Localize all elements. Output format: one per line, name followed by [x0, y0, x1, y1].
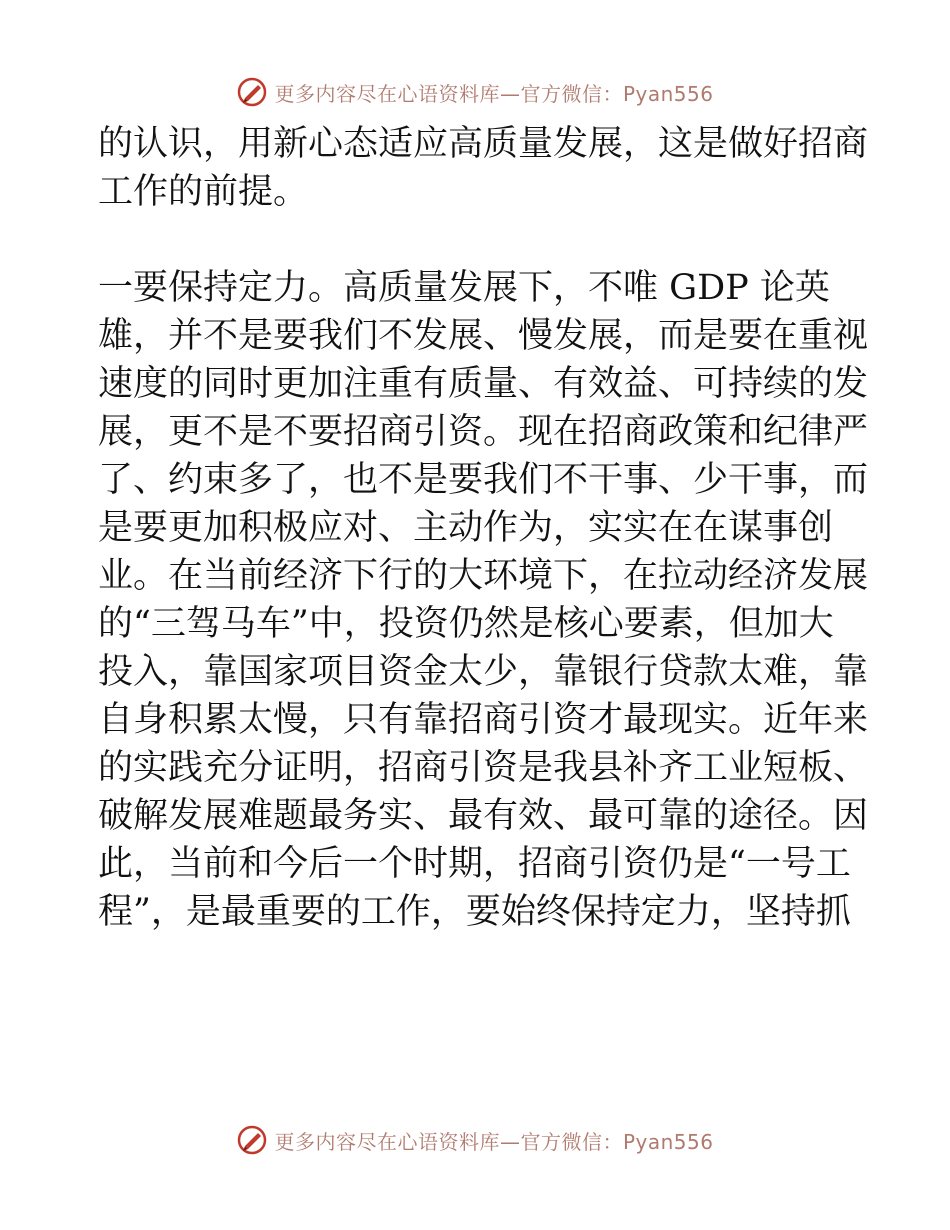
text-line: 破解发展难题最务实、最有效、最可靠的途径。因	[98, 796, 869, 836]
paragraph-2	[98, 264, 869, 936]
text-line: 了、约束多了，也不是要我们不干事、少干事，而	[98, 460, 869, 500]
text-line: 自身积累太慢，只有靠招商引资才最现实。近年来	[98, 700, 869, 740]
watermark-footer	[0, 1120, 950, 1160]
text-line: 的认识，用新心态适应高质量发展，这是做好招商	[98, 124, 869, 164]
text-line: 一要保持定力。高质量发展下，不唯 GDP 论英	[98, 268, 830, 308]
pen-logo-icon	[236, 1124, 268, 1156]
document-body	[98, 120, 869, 936]
text-line: 展，更不是不要招商引资。现在招商政策和纪律严	[98, 412, 869, 452]
watermark-text: 更多内容尽在心语资料库—官方微信：Pyan556	[274, 81, 714, 106]
text-line: 程”，是最重要的工作，要始终保持定力，坚持抓	[98, 892, 851, 932]
pen-logo-icon	[236, 76, 268, 108]
text-line: 此，当前和今后一个时期，招商引资仍是“一号工	[98, 844, 851, 884]
text-line: 工作的前提。	[98, 172, 309, 212]
text-line: 的“三驾马车”中，投资仍然是核心要素，但加大	[98, 604, 834, 644]
text-line: 速度的同时更加注重有质量、有效益、可持续的发	[98, 364, 869, 404]
text-line: 雄，并不是要我们不发展、慢发展，而是要在重视	[98, 316, 869, 356]
text-line: 业。在当前经济下行的大环境下，在拉动经济发展	[98, 556, 869, 596]
watermark-text: 更多内容尽在心语资料库—官方微信：Pyan556	[274, 1129, 714, 1154]
watermark-header	[0, 72, 950, 112]
text-line: 投入，靠国家项目资金太少，靠银行贷款太难，靠	[98, 652, 869, 692]
text-line: 是要更加积极应对、主动作为，实实在在谋事创	[98, 508, 834, 548]
text-line: 的实践充分证明，招商引资是我县补齐工业短板、	[98, 748, 869, 788]
paragraph-1	[98, 120, 869, 216]
